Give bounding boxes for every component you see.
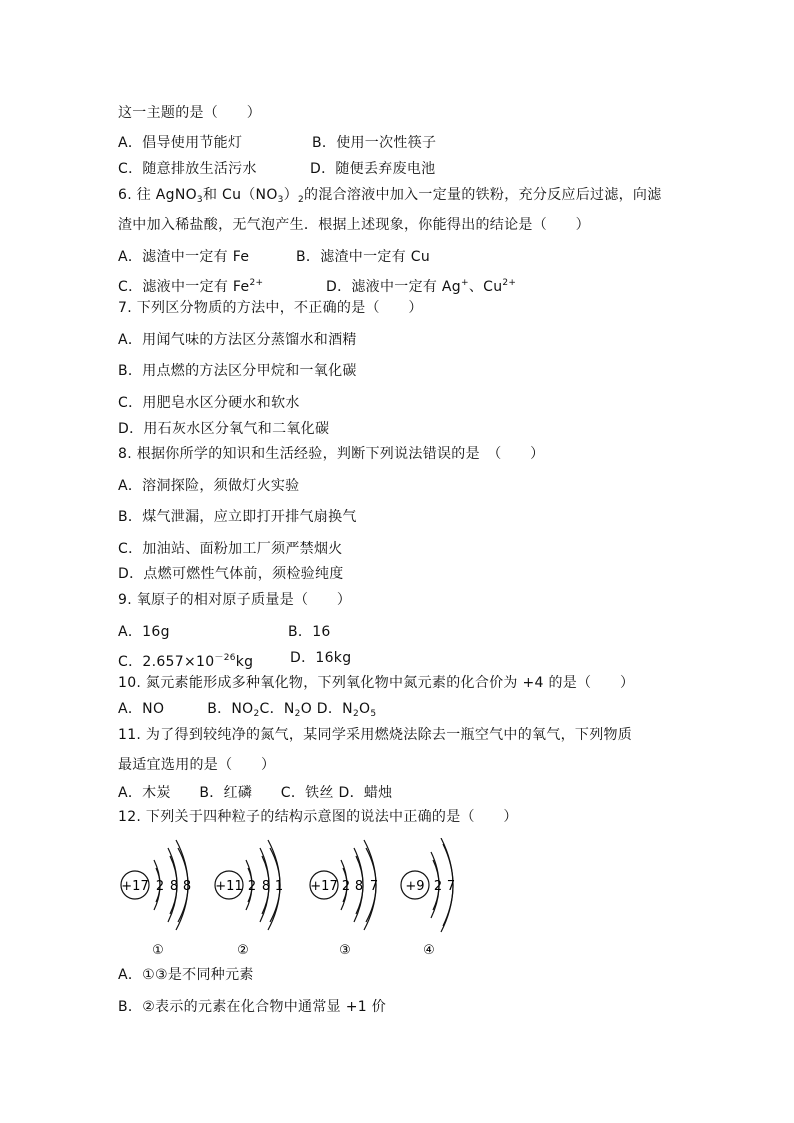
q11-stem-line2: 最适宜选用的是（ ）	[118, 757, 276, 773]
electron-count: 8	[182, 879, 192, 894]
nucleus-3-charge: +17	[310, 879, 338, 894]
electron-count: 2	[155, 879, 165, 894]
q6-option-b: B．滤渣中一定有 Cu	[296, 249, 431, 265]
q8-option-d: D．点燃可燃性气体前，须检验纯度	[118, 566, 344, 582]
nucleus-2-charge: +11	[215, 879, 243, 894]
particle-label: ④	[423, 943, 435, 958]
q8-stem: 8. 根据你所学的知识和生活经验，判断下列说法错误的是 （ ）	[118, 446, 545, 462]
electron-count: 1	[274, 879, 284, 894]
electron-count: 8	[169, 879, 179, 894]
electron-count: 2	[433, 879, 443, 894]
q7-stem: 7. 下列区分物质的方法中，不正确的是（ ）	[118, 300, 423, 316]
particle-label: ②	[237, 943, 249, 958]
particle-2	[215, 840, 283, 958]
q7-option-b: B．用点燃的方法区分甲烷和一氧化碳	[118, 363, 357, 379]
nucleus-4-charge: +9	[405, 879, 425, 894]
particle-1	[121, 840, 191, 958]
q10-options: A．NO B．$NO_2C$．$N_2O$ D．$N_2O_5$	[118, 701, 377, 719]
q5-option-a: A．倡导使用节能灯	[118, 135, 243, 151]
q6-stem-line1: 6. 往 AgNO$_3$和 $Cu(NO_3)_2$的混合溶液中加入一定量的铁粉，充分反应后过滤，向滤	[118, 187, 662, 205]
q8-option-c: C．加油站、面粉加工厂须严禁烟火	[118, 541, 343, 557]
electron-count: 8	[354, 879, 364, 894]
particle-4	[401, 838, 455, 958]
q9-stem: 9. 氧原子的相对原子质量是（ ）	[118, 592, 352, 608]
electron-count: 2	[341, 879, 351, 894]
q7-option-c: C．用肥皂水区分硬水和软水	[118, 395, 300, 411]
q8-option-b: B．煤气泄漏，应立即打开排气扇换气	[118, 509, 357, 525]
q12-option-a: A．①③是不同种元素	[118, 967, 254, 983]
q6-option-c: C．滤液中一定有 $Fe^{2+}$	[118, 278, 264, 295]
q7-option-a: A．用闻气味的方法区分蒸馏水和酒精	[118, 332, 357, 348]
q11-options: A．木炭 B．红磷 C．铁丝 D．蜡烛	[118, 785, 393, 801]
q9-option-c: C．$2.657\times 10^{-26}kg$	[118, 653, 254, 670]
q5-option-c: C．随意排放生活污水	[118, 161, 257, 177]
q11-stem-line1: 11. 为了得到较纯净的氮气，某同学采用燃烧法除去一瓶空气中的氧气，下列物质	[118, 727, 633, 743]
atomic-structure-diagram	[112, 838, 462, 962]
q12-stem: 12. 下列关于四种粒子的结构示意图的说法中正确的是（ ）	[118, 809, 518, 825]
continued-question-stem: 这一主题的是（ ）	[118, 105, 261, 121]
q6-option-d: D．滤液中一定有 Ag+、$Cu^{2+}$	[326, 278, 517, 295]
electron-count: 8	[261, 879, 271, 894]
particle-label: ③	[339, 943, 351, 958]
q12-option-b: B．②表示的元素在化合物中通常显 +1 价	[118, 999, 386, 1015]
q6-option-a: A．滤渣中一定有 Fe	[118, 249, 250, 265]
q8-option-a: A．溶洞探险，须做灯火实验	[118, 478, 300, 494]
particle-3	[310, 840, 378, 958]
nucleus-1-charge: +17	[121, 879, 149, 894]
q7-option-d: D．用石灰水区分氧气和二氧化碳	[118, 421, 330, 437]
q9-option-b: B．16	[288, 624, 331, 640]
q9-option-a: A．16g	[118, 624, 170, 640]
q6-stem-line2: 渣中加入稀盐酸，无气泡产生．根据上述现象，你能得出的结论是（ ）	[118, 217, 590, 233]
electron-count: 7	[446, 879, 456, 894]
q9-option-d: D．16kg	[290, 650, 352, 666]
electron-count: 7	[369, 879, 379, 894]
q10-stem: 10. 氮元素能形成多种氧化物，下列氧化物中氮元素的化合价为 +4 的是（ ）	[118, 675, 635, 691]
q5-option-b: B．使用一次性筷子	[312, 135, 437, 151]
q5-option-d: D．随便丢弃废电池	[310, 161, 436, 177]
electron-count: 2	[247, 879, 257, 894]
particle-label: ①	[152, 943, 164, 958]
